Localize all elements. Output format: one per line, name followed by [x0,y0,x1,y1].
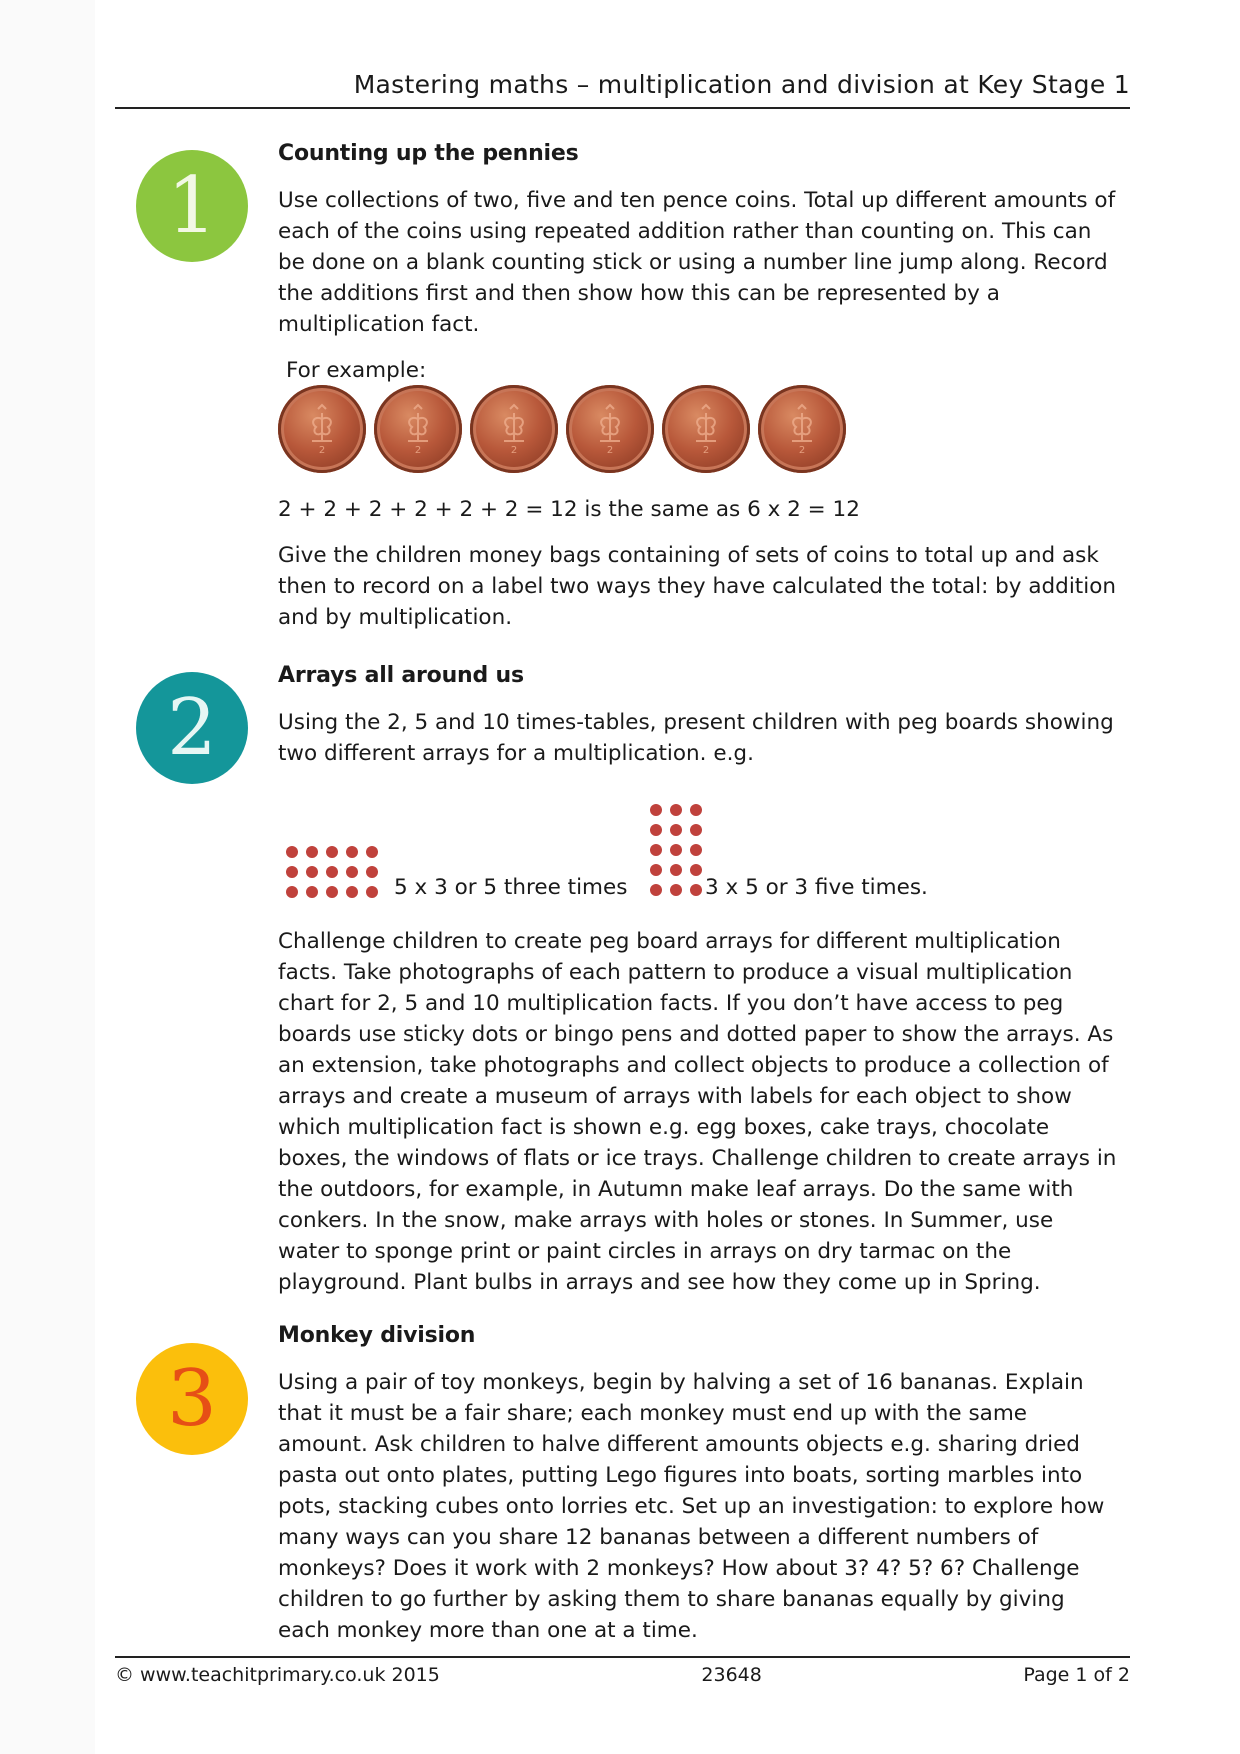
section-3 [278,1320,1118,1646]
peg-dot [306,866,318,878]
peg-dot [326,886,338,898]
section-2-paragraph-2: Challenge children to create peg board arrays for different multiplication facts. Take photographs of each pattern to produce a visual multiplication chart for 2, 5 and 10 multiplication facts. If you don’t have access to peg boards use sticky dots or bingo pens and dotted paper to show the arrays. As an extension, take photographs and collect objects to produce a collection of arrays and create a museum of arrays with labels for each object to show which multiplication fact is shown e.g. egg boxes, cake trays, chocolate boxes, the windows of flats or ice trays. Challenge children to create arrays in the outdoors, for example, in Autumn make leaf arrays. Do the same with conkers. In the snow, make arrays with holes or stones. In Summer, use water to sponge print or paint circles in arrays on dry tarmac on the playground. Plant bulbs in arrays and see how they come up in Spring. [278,929,1117,1295]
coin-row [278,385,846,473]
svg-text:2: 2 [414,445,422,456]
equation: 2 + 2 + 2 + 2 + 2 + 2 = 12 is the same as 6 x 2 = 12 [278,497,860,522]
two-pence-coin-icon [374,385,462,473]
section-number-2: 2 [167,683,217,773]
two-pence-coin-icon [470,385,558,473]
section-3-paragraph-1: Using a pair of toy monkeys, begin by halving a set of 16 bananas. Explain that it must be a fair share; each monkey must end up with the same amount. Ask children to halve different amounts objects e.g. sharing dried pasta out onto plates, putting Lego figures into boats, sorting marbles into pots, stacking cubes onto lorries etc. Set up an investigation: to explore how many ways can you share 12 bananas between a different numbers of monkeys? Does it work with 2 monkeys? How about 3? 4? 5? 6? Challenge children to go further by asking them to share bananas equally by giving each monkey more than one at a time. [278,1370,1105,1643]
peg-dot [670,824,682,836]
peg-dot [306,886,318,898]
peg-dot [650,804,662,816]
peg-dot [690,884,702,896]
page-header [115,70,1130,109]
peg-dot [326,866,338,878]
page-footer [115,1656,1130,1686]
two-pence-coin-icon [758,385,846,473]
section-2-paragraph-1: Using the 2, 5 and 10 times-tables, present children with peg boards showing two different arrays for a multiplication. e.g. [278,710,1114,766]
peg-dot [650,864,662,876]
svg-text:2: 2 [510,445,518,456]
peg-dot [670,864,682,876]
section-1-heading: Counting up the pennies [278,141,579,166]
svg-text:2: 2 [606,445,614,456]
section-1-paragraph-2: Give the children money bags containing of sets of coins to total up and ask then to record on a label two ways they have calculated the total: by addition and by multiplication. [278,543,1116,630]
section-number-1: 1 [167,161,217,251]
peg-dot [670,804,682,816]
peg-dot [690,824,702,836]
peg-dot [690,804,702,816]
peg-dot [670,884,682,896]
array-3-by-5 [650,804,702,896]
section-1-paragraph-1: Use collections of two, five and ten pence coins. Total up different amounts of each of the coins using repeated addition rather than counting on. This can be done on a blank counting stick or using a number line jump along. Record the additions first and then show how this can be represented by a multiplication fact. [278,188,1116,337]
section-number-3-badge [136,1343,248,1455]
peg-dot [346,846,358,858]
two-pence-coin-icon [278,385,366,473]
section-3-heading: Monkey division [278,1323,476,1348]
array-a-label: 5 x 3 or 5 three times [394,875,628,900]
section-1 [278,138,1118,386]
footer-doc-id: 23648 [701,1664,762,1686]
peg-dot [366,866,378,878]
peg-dot [670,844,682,856]
peg-dot [650,884,662,896]
section-2-lower [278,926,1118,1298]
footer-copyright: © www.teachitprimary.co.uk 2015 [115,1664,440,1686]
peg-dot [346,866,358,878]
page-edge [0,0,95,1754]
peg-dot [286,846,298,858]
peg-dot [650,844,662,856]
peg-dot [286,866,298,878]
peg-dot [366,846,378,858]
peg-dot [690,844,702,856]
peg-dot [306,846,318,858]
section-2 [278,660,1118,769]
peg-dot [690,864,702,876]
section-number-2-badge [136,672,248,784]
peg-dot [366,886,378,898]
array-b-label: 3 x 5 or 3 five times. [705,875,928,900]
svg-text:2: 2 [798,445,806,456]
svg-text:2: 2 [318,445,326,456]
array-5-by-3 [286,846,378,898]
peg-dot [326,846,338,858]
example-label: For example: [286,358,427,383]
section-number-1-badge [136,150,248,262]
two-pence-coin-icon [566,385,654,473]
two-pence-coin-icon [662,385,750,473]
footer-page-number: Page 1 of 2 [1023,1664,1130,1686]
page-title: Mastering maths – multiplication and division at Key Stage 1 [353,70,1130,99]
section-number-3: 3 [167,1354,217,1444]
svg-text:2: 2 [702,445,710,456]
section-2-heading: Arrays all around us [278,663,524,688]
peg-dot [650,824,662,836]
peg-dot [286,886,298,898]
section-1-lower [278,494,1118,633]
peg-dot [346,886,358,898]
